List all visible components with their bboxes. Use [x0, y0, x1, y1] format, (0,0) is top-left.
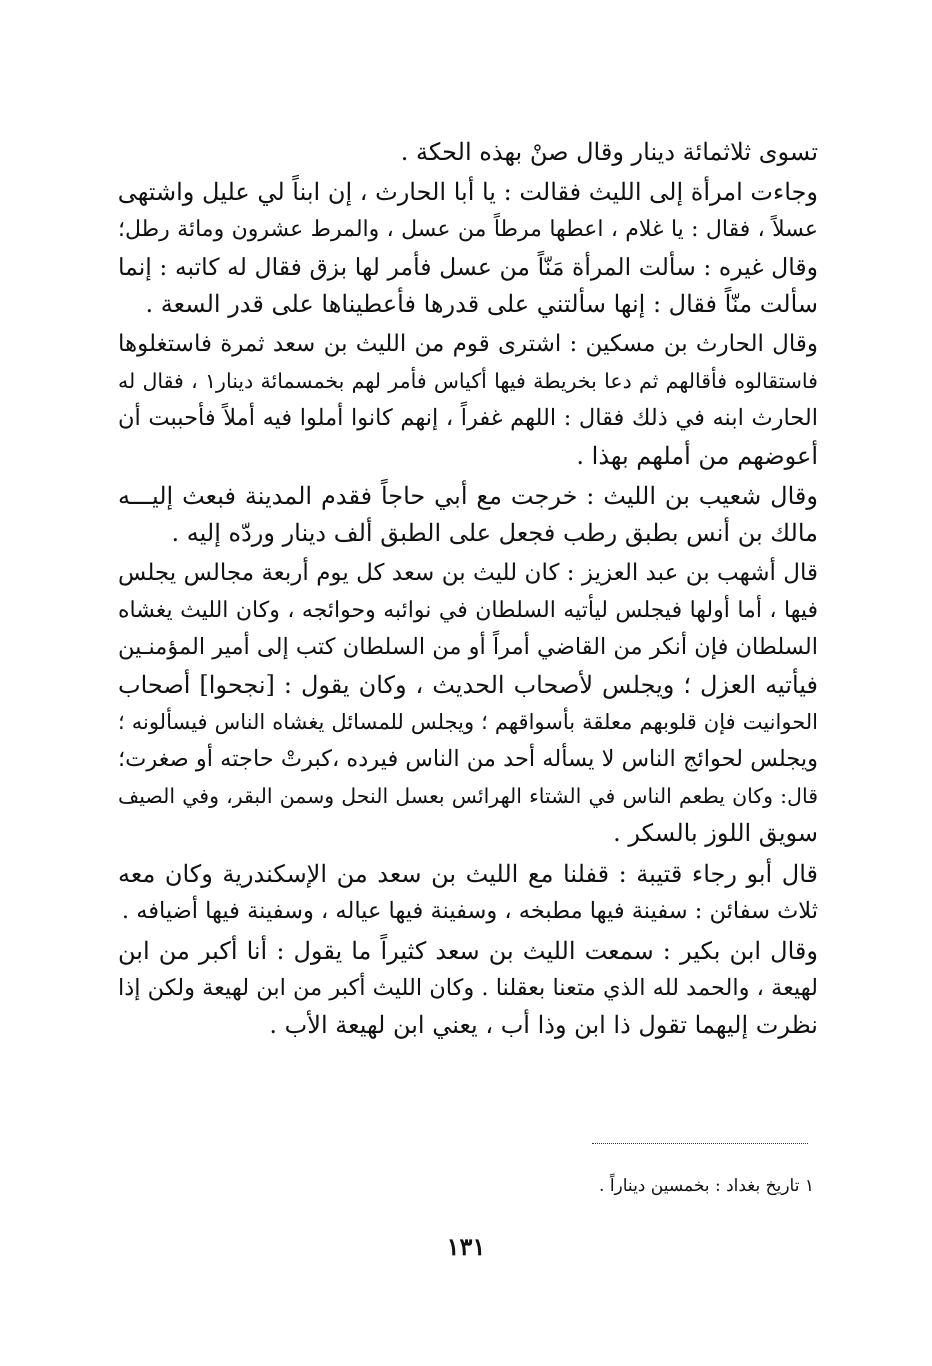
- text-line: ثلاث سفائن : سفينة فيها مطبخه ، وسفينة فيها عياله ، وسفينة فيها أضيافه .: [121, 897, 818, 924]
- text-line: ويجلس لحوائج الناس لا يسأله أحد من الناس فيرده ،كبرتْ حاجته أو صغرت؛: [118, 746, 818, 772]
- text-line: وقال ابن بكير : سمعت الليث بن سعد كثيراً ما يقول : أنا أكبر من ابن: [118, 936, 818, 965]
- text-line: نظرت إليهما تقول ذا ابن وذا أب ، يعني ابن لهيعة الأب .: [269, 1011, 818, 1040]
- text-line: وجاءت امرأة إلى الليث فقالت : يا أبا الحارث ، إن ابناً لي عليل واشتهى: [118, 178, 818, 207]
- footnote: ١ تاريخ بغداد : بخمسين ديناراً .: [599, 1176, 814, 1196]
- text-line: قال أبو رجاء قتيبة : قفلنا مع الليث بن سعد من الإسكندرية وكان معه: [118, 859, 818, 888]
- text-line: الحوانيت فإن قلوبهم معلقة بأسواقهم ؛ ويجلس للمسائل يغشاه الناس فيسألونه ؛: [118, 709, 818, 734]
- text-line: وقال شعيب بن الليث : خرجت مع أبي حاجاً فقدم المدينة فبعث إليـــه: [118, 481, 818, 510]
- text-line: سألت منّاً فقال : إنها سألتني على قدرها فأعطيناها على قدر السعة .: [145, 289, 818, 318]
- page-number: ١٣١: [446, 1232, 486, 1261]
- text-line: مالك بن أنس بطبق رطب فجعل على الطبق ألف دينار وردّه إليه .: [171, 518, 818, 547]
- text-line: فيها ، أما أولها فيجلس ليأتيه السلطان في نوائبه وحوائجه ، وكان الليث يغشاه: [118, 598, 818, 624]
- text-line: تسوى ثلاثمائة دينار وقال صنْ بهذه الحكة .: [400, 138, 818, 166]
- text-line: سويق اللوز بالسكر .: [613, 819, 818, 848]
- body-text: [118, 134, 818, 1045]
- text-line: السلطان فإن أنكر من القاضي أمراً أو من السلطان كتب إلى أمير المؤمنـين: [118, 634, 818, 661]
- text-line: لهيعة ، والحمد لله الذي متعنا بعقلنا . وكان الليث أكبر من ابن لهيعة ولكن إذا: [118, 975, 818, 1002]
- text-line: وقال غيره : سألت المرأة مَنّاً من عسل فأمر لها بزق فقال له كاتبه : إنما: [118, 252, 818, 281]
- text-line: قال أشهب بن عبد العزيز : كان لليث بن سعد كل يوم أربعة مجالس يجلس: [118, 560, 818, 587]
- text-line: وقال الحارث بن مسكين : اشترى قوم من الليث بن سعد ثمرة فاستغلوها: [118, 330, 818, 357]
- text-line: عسلاً ، فقال : يا غلام ، اعطها مرطاً من عسل ، والمرط عشرون ومائة رطل؛: [118, 217, 818, 243]
- text-line: الحارث ابنه في ذلك فقال : اللهم غفراً ، إنهم كانوا أملوا فيه أملاً فأحببت أن: [118, 405, 818, 432]
- footnote-separator: [592, 1143, 808, 1144]
- text-line: فيأتيه العزل ؛ ويجلس لأصحاب الحديث ، وكان يقول : [نجحوا] أصحاب: [118, 670, 818, 699]
- text-line: قال: وكان يطعم الناس في الشتاء الهرائس بعسل النحل وسمن البقر، وفي الصيف: [118, 784, 818, 809]
- text-line: فاستقالوه فأقالهم ثم دعا بخريطة فيها أكياس فأمر لهم بخمسمائة دينار١ ، فقال له: [118, 369, 818, 394]
- text-line: أعوضهم من أملهم بهذا .: [576, 441, 818, 470]
